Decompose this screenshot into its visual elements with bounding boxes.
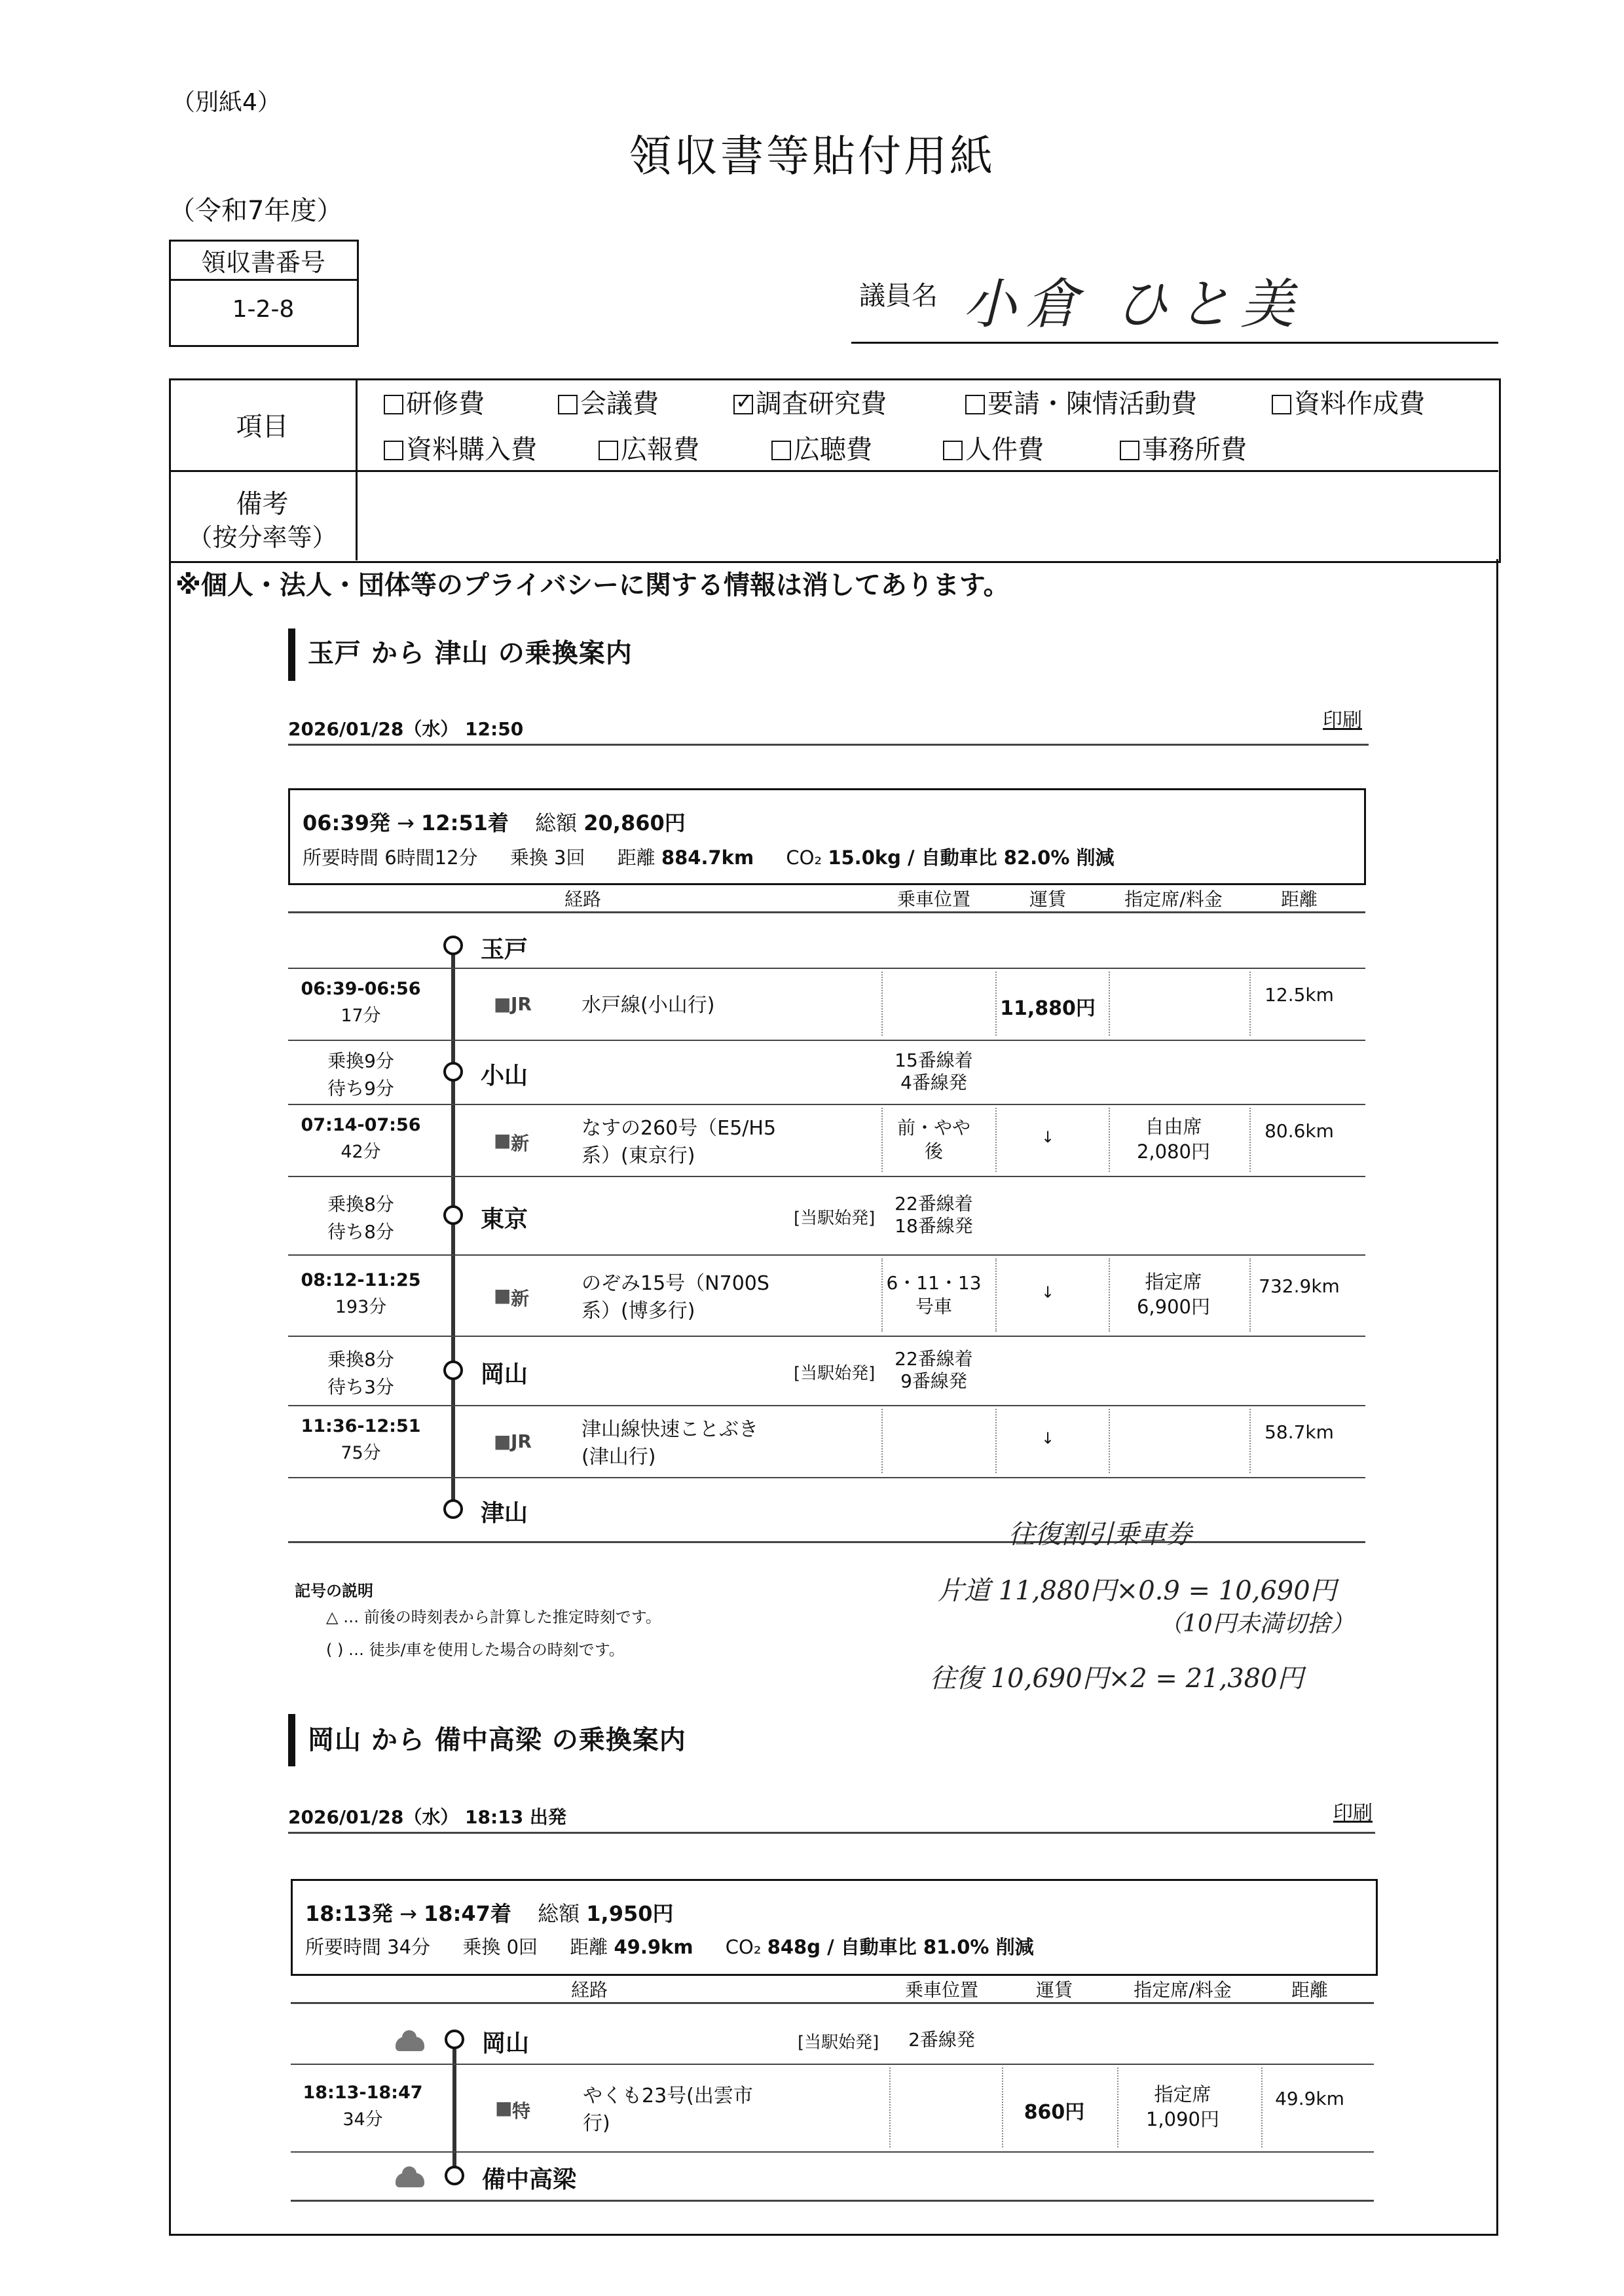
route1-station-name[interactable]: 津山 — [481, 1500, 528, 1527]
train-icon: ■ — [494, 1129, 511, 1151]
route2-print-link[interactable]: 印刷 — [1333, 1802, 1373, 1825]
category-option-label: 研修費 — [406, 389, 485, 419]
route1-fare: ↓ — [1041, 1429, 1055, 1448]
route2-station-name[interactable]: 岡山 — [482, 2030, 530, 2057]
route1-leg-time: 07:14-07:56 — [301, 1115, 421, 1135]
route1-summary-box — [288, 788, 1366, 885]
unchecked-box-icon[interactable] — [384, 395, 403, 414]
route1-title-bar — [288, 629, 295, 681]
category-label: 項目 — [236, 412, 289, 442]
member-label: 議員名 — [859, 281, 938, 311]
route2-summary-line2: 所要時間 34分 乗換 0回 距離 49.9km CO₂ 848g / 自動車比 81.0% 削減 — [305, 1936, 1034, 1958]
weather-cloud-icon — [396, 2037, 424, 2051]
category-checkbox-row2-2[interactable] — [771, 429, 872, 466]
legend-title: 記号の説明 — [295, 1582, 373, 1600]
member-signature: 小倉 ひと美 — [963, 274, 1304, 336]
receipt-no-label: 領収書番号 — [200, 248, 325, 277]
legend-item-2: ( ) … 徒歩/車を使用した場合の時刻です。 — [326, 1641, 625, 1659]
category-checkbox-row1-1[interactable] — [558, 383, 659, 420]
route1-platform: 15番線着 4番線発 — [895, 1049, 973, 1093]
route2-summary-box — [291, 1879, 1378, 1976]
route1-distance: 12.5km — [1264, 984, 1334, 1006]
route1-summary-line1: 06:39発 → 12:51着 総額 20,860円 — [303, 811, 686, 835]
route1-train-type: JR — [511, 993, 532, 1015]
route1-title: 玉戸 から 津山 の乗換案内 — [308, 638, 633, 668]
route1-train-type: JR — [511, 1430, 532, 1452]
category-checkbox-row1-0[interactable] — [384, 383, 485, 420]
route2-line-name[interactable]: やくも23号(出雲市 行) — [583, 2085, 753, 2135]
train-icon: ■ — [494, 1285, 511, 1306]
route1-fare: ↓ — [1041, 1128, 1055, 1146]
route1-transfer-time: 乗換9分 — [327, 1050, 394, 1072]
category-checkbox-row2-1[interactable] — [599, 429, 699, 466]
route1-station-note: [当駅始発] — [794, 1364, 876, 1383]
route1-transfer-time: 乗換8分 — [327, 1194, 394, 1215]
station-marker-icon — [443, 1360, 463, 1380]
route1-distance: 58.7km — [1264, 1421, 1334, 1443]
route2-col-pos: 乗車位置 — [904, 1979, 978, 2001]
route2-leg-minutes: 34分 — [342, 2109, 383, 2130]
train-icon: ■ — [494, 993, 511, 1015]
route1-leg-minutes: 17分 — [341, 1006, 381, 1026]
annex-label: （別紙4） — [172, 89, 281, 116]
train-icon: ■ — [494, 1430, 511, 1452]
category-option-label: 広報費 — [621, 435, 699, 465]
category-checkbox-row1-4[interactable] — [1272, 383, 1425, 420]
handwritten-note-4: 往復 10,690円×2 = 21,380円 — [930, 1664, 1304, 1694]
unchecked-box-icon[interactable] — [384, 441, 403, 460]
legend-item-1: △ … 前後の時刻表から計算した推定時刻です。 — [326, 1608, 661, 1626]
route1-fare: 11,880円 — [1000, 997, 1096, 1020]
checked-box-icon[interactable] — [733, 395, 753, 414]
route1-col-route: 経路 — [564, 888, 601, 910]
route1-line-name[interactable]: なすの260号（E5/H5 系）(東京行) — [581, 1117, 777, 1167]
route1-leg-time: 08:12-11:25 — [301, 1270, 421, 1290]
station-marker-icon — [443, 1499, 463, 1519]
category-option-label: 調査研究費 — [756, 389, 887, 419]
route1-platform: 22番線着 18番線発 — [895, 1193, 973, 1237]
route2-title: 岡山 から 備中高梁 の乗換案内 — [308, 1725, 686, 1755]
unchecked-box-icon[interactable] — [965, 395, 985, 414]
route1-line-name[interactable]: 津山線快速ことぶき (津山行) — [581, 1418, 758, 1468]
receipt-no: 1-2-8 — [232, 296, 295, 323]
category-option-label: 会議費 — [580, 389, 659, 419]
unchecked-box-icon[interactable] — [943, 441, 963, 460]
station-marker-icon — [443, 936, 463, 955]
route1-col-pos: 乗車位置 — [896, 888, 970, 910]
route1-leg-time: 06:39-06:56 — [301, 979, 421, 999]
route1-station-note: [当駅始発] — [794, 1209, 876, 1228]
route1-station-name[interactable]: 岡山 — [481, 1361, 528, 1388]
route1-fare: ↓ — [1041, 1283, 1055, 1302]
route2-col-seat: 指定席/料金 — [1134, 1979, 1232, 2001]
station-marker-icon — [445, 2030, 464, 2049]
route1-wait-time: 待ち9分 — [327, 1078, 394, 1099]
category-checkbox-row2-4[interactable] — [1120, 429, 1247, 466]
route1-col-dist: 距離 — [1280, 888, 1318, 910]
route2-platform: 2番線発 — [908, 2029, 975, 2050]
route1-line-name[interactable]: 水戸線(小山行) — [581, 994, 715, 1017]
category-option-label: 資料作成費 — [1294, 389, 1425, 419]
frame-right — [1496, 559, 1498, 2235]
route1-platform: 22番線着 9番線発 — [895, 1348, 973, 1392]
route1-seat-fee: 自由席 2,080円 — [1136, 1116, 1211, 1163]
route1-seat-fee: 指定席 6,900円 — [1136, 1271, 1211, 1318]
route1-train-type: 新 — [511, 1288, 530, 1309]
route2-distance: 49.9km — [1275, 2088, 1344, 2109]
category-checkbox-row2-3[interactable] — [943, 429, 1044, 466]
route2-seat-fee: 指定席 1,090円 — [1145, 2083, 1220, 2130]
route1-col-seat: 指定席/料金 — [1124, 888, 1223, 910]
route2-summary-line1: 18:13発 → 18:47着 総額 1,950円 — [305, 1901, 674, 1926]
document-title: 領収書等貼付用紙 — [629, 131, 995, 181]
category-option-label: 資料購入費 — [406, 435, 537, 465]
route2-col-fare: 運賃 — [1035, 1979, 1073, 2001]
unchecked-box-icon[interactable] — [599, 441, 618, 460]
route2-train-type: 特 — [512, 2100, 531, 2122]
remarks-sub: （按分率等） — [187, 523, 337, 552]
route2-station-name[interactable]: 備中高梁 — [482, 2166, 577, 2193]
unchecked-box-icon[interactable] — [1272, 395, 1291, 414]
unchecked-box-icon[interactable] — [1120, 441, 1139, 460]
handwritten-note-1: 往復割引乗車券 — [1008, 1520, 1192, 1550]
privacy-note: ※個人・法人・団体等のプライバシーに関する情報は消してあります。 — [175, 570, 1010, 600]
route2-col-route: 経路 — [570, 1979, 608, 2001]
route2-leg-time: 18:13-18:47 — [303, 2083, 423, 2103]
category-checkbox-row2-0[interactable] — [384, 429, 537, 466]
route1-leg-minutes: 75分 — [341, 1443, 381, 1463]
unchecked-box-icon[interactable] — [558, 395, 578, 414]
route1-wait-time: 待ち3分 — [327, 1376, 394, 1398]
category-checkbox-row1-2[interactable] — [733, 383, 887, 420]
route1-station-name[interactable]: 東京 — [481, 1206, 528, 1233]
station-marker-icon — [445, 2166, 464, 2185]
station-marker-icon — [443, 1205, 463, 1225]
route1-station-name[interactable]: 小山 — [481, 1063, 528, 1089]
route1-distance: 80.6km — [1264, 1120, 1334, 1142]
route2-datetime: 2026/01/28（水） 18:13 出発 — [288, 1806, 566, 1828]
weather-cloud-icon — [396, 2173, 424, 2187]
category-checkbox-row1-3[interactable] — [965, 383, 1197, 420]
route2-station-note: [当駅始発] — [798, 2033, 879, 2052]
route1-route-line — [451, 945, 455, 1509]
category-option-label: 事務所費 — [1142, 435, 1247, 465]
route1-print-link[interactable]: 印刷 — [1323, 709, 1362, 732]
route1-wait-time: 待ち8分 — [327, 1221, 394, 1243]
unchecked-box-icon[interactable] — [771, 441, 791, 460]
route2-route-line — [452, 2039, 456, 2176]
remarks-label: 備考 — [236, 489, 289, 519]
route2-title-bar — [288, 1714, 295, 1766]
route1-leg-time: 11:36-12:51 — [301, 1416, 421, 1436]
handwritten-note-3: （10円未満切捨） — [1159, 1611, 1354, 1637]
route1-leg-minutes: 193分 — [335, 1297, 387, 1317]
route1-boarding-position: 前・やや 後 — [896, 1117, 970, 1163]
route1-station-name[interactable]: 玉戸 — [481, 936, 528, 963]
fiscal-year: （令和7年度） — [169, 196, 343, 226]
route1-leg-minutes: 42分 — [341, 1142, 381, 1162]
category-option-label: 要請・陳情活動費 — [987, 389, 1197, 419]
station-marker-icon — [443, 1062, 463, 1082]
train-icon: ■ — [495, 2097, 513, 2119]
route1-summary-line2: 所要時間 6時間12分 乗換 3回 距離 884.7km CO₂ 15.0kg / 自動車比 82.0% 削減 — [303, 847, 1115, 869]
route1-transfer-time: 乗換8分 — [327, 1349, 394, 1370]
route1-col-fare: 運賃 — [1029, 888, 1066, 910]
route2-col-dist: 距離 — [1291, 1979, 1328, 2001]
category-option-label: 広聴費 — [794, 435, 872, 465]
frame-left — [169, 559, 171, 2235]
route1-train-type: 新 — [511, 1133, 530, 1154]
route1-datetime: 2026/01/28（水） 12:50 — [288, 718, 524, 740]
frame-bottom — [169, 2234, 1498, 2236]
route1-boarding-position: 6・11・13 号車 — [886, 1272, 982, 1318]
route1-distance: 732.9km — [1259, 1275, 1340, 1297]
category-option-label: 人件費 — [965, 435, 1044, 465]
handwritten-note-2: 片道 11,880円×0.9 = 10,690円 — [938, 1576, 1337, 1606]
signature-line — [851, 342, 1498, 344]
route1-line-name[interactable]: のぞみ15号（N700S 系）(博多行) — [581, 1272, 769, 1322]
route2-fare: 860円 — [1024, 2101, 1085, 2124]
